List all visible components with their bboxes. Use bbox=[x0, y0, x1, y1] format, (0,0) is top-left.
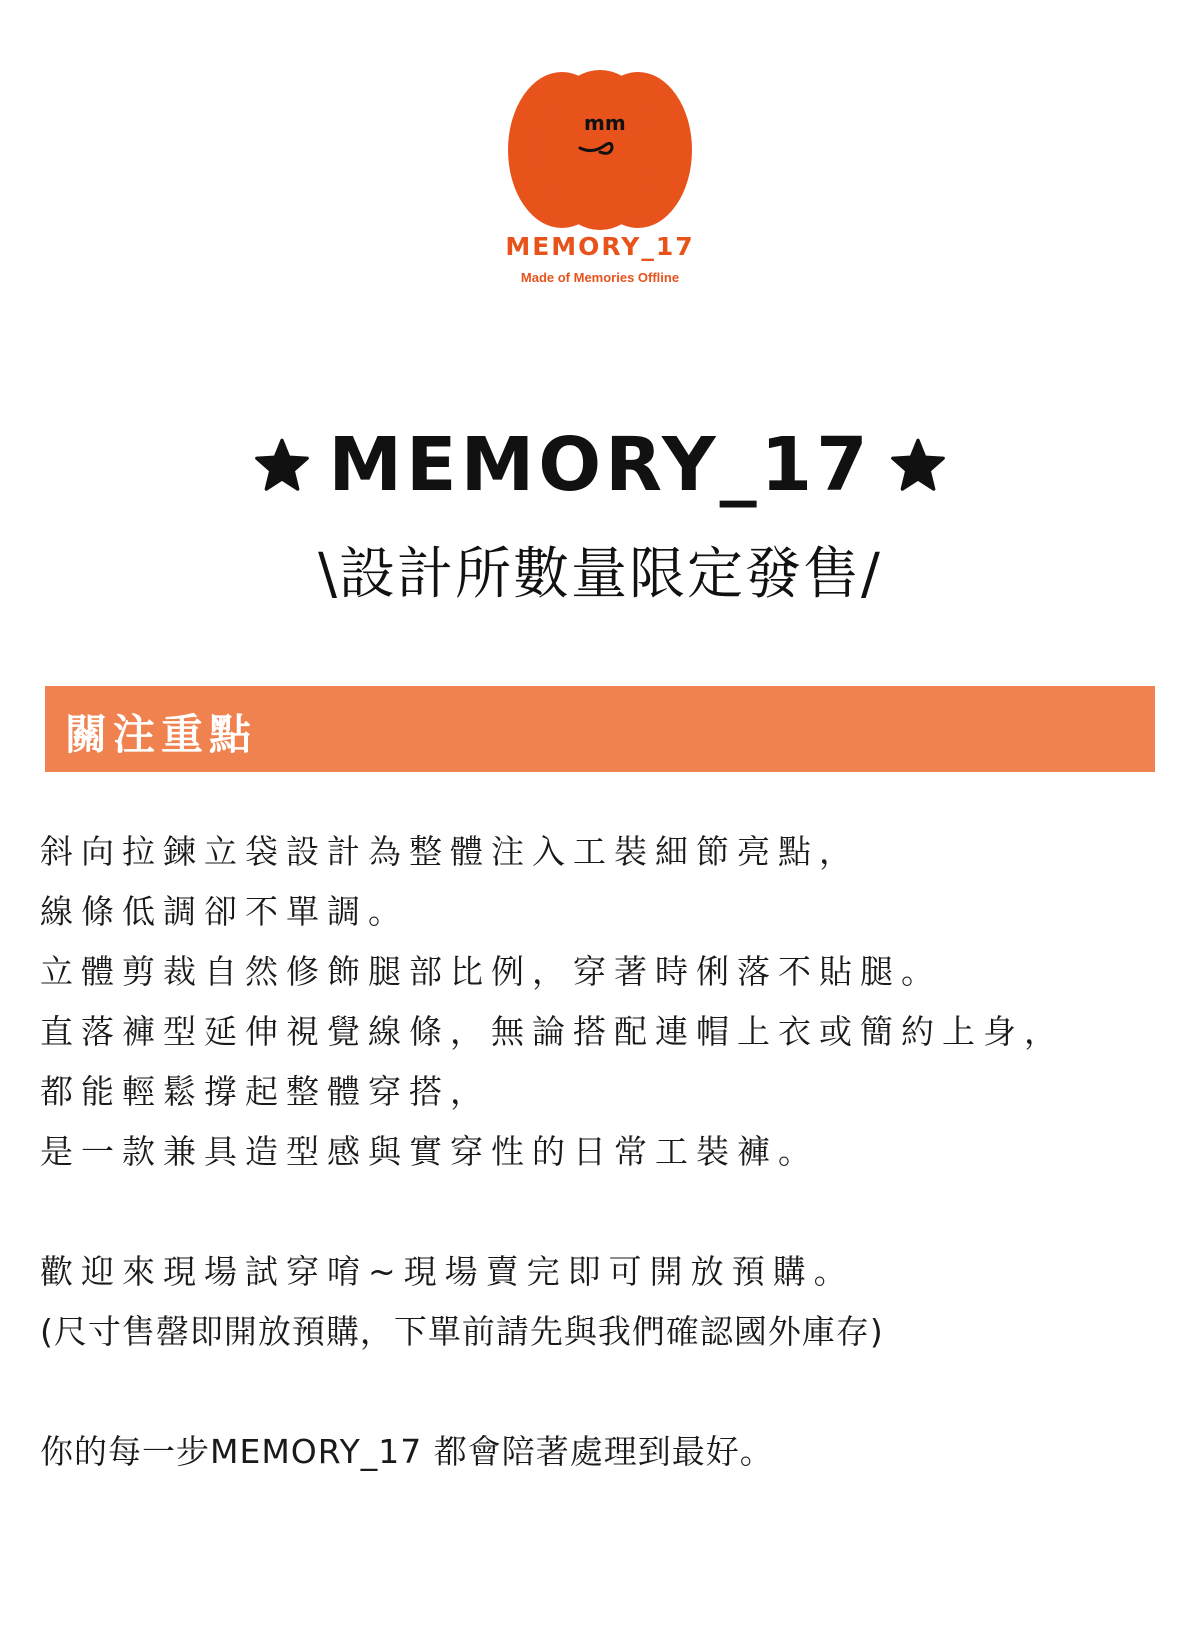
hero-subtitle: \設計所數量限定發售/ bbox=[318, 542, 882, 607]
description-line: 直落褲型延伸視覺線條，無論搭配連帽上衣或簡約上身， bbox=[40, 1012, 1065, 1051]
description-line: 都能輕鬆撐起整體穿搭， bbox=[40, 1072, 491, 1111]
logo-face-text: mm bbox=[584, 111, 626, 135]
brand-logo bbox=[0, 70, 1200, 300]
invitation-line: 歡迎來現場試穿唷~現場賣完即可開放預購。 bbox=[40, 1252, 855, 1291]
paragraph-spacer bbox=[40, 1362, 1160, 1422]
paragraph-spacer bbox=[40, 1182, 1160, 1242]
preorder-note: (尺寸售罄即開放預購，下單前請先與我們確認國外庫存) bbox=[40, 1312, 884, 1351]
hero-title: MEMORY_17 bbox=[328, 422, 872, 508]
hero-heading bbox=[0, 420, 1200, 510]
logo-wordmark: MEMORY_17 bbox=[505, 232, 695, 261]
section-header-bar bbox=[45, 686, 1155, 772]
star-icon bbox=[890, 437, 946, 493]
description-line: 斜向拉鍊立袋設計為整體注入工裝細節亮點， bbox=[40, 832, 860, 871]
description-line: 是一款兼具造型感與實穿性的日常工裝褲。 bbox=[40, 1132, 819, 1171]
closing-line: 你的每一步MEMORY_17 都會陪著處理到最好。 bbox=[40, 1432, 774, 1471]
product-description bbox=[40, 822, 1160, 1482]
star-icon bbox=[254, 437, 310, 493]
logo-tagline: Made of Memories Offline bbox=[520, 270, 680, 285]
pumpkin-logo-icon bbox=[500, 70, 700, 230]
description-line: 立體剪裁自然修飾腿部比例，穿著時俐落不貼腿。 bbox=[40, 952, 942, 991]
description-line: 線條低調卻不單調。 bbox=[40, 892, 409, 931]
section-title: 關注重點 bbox=[65, 710, 258, 759]
